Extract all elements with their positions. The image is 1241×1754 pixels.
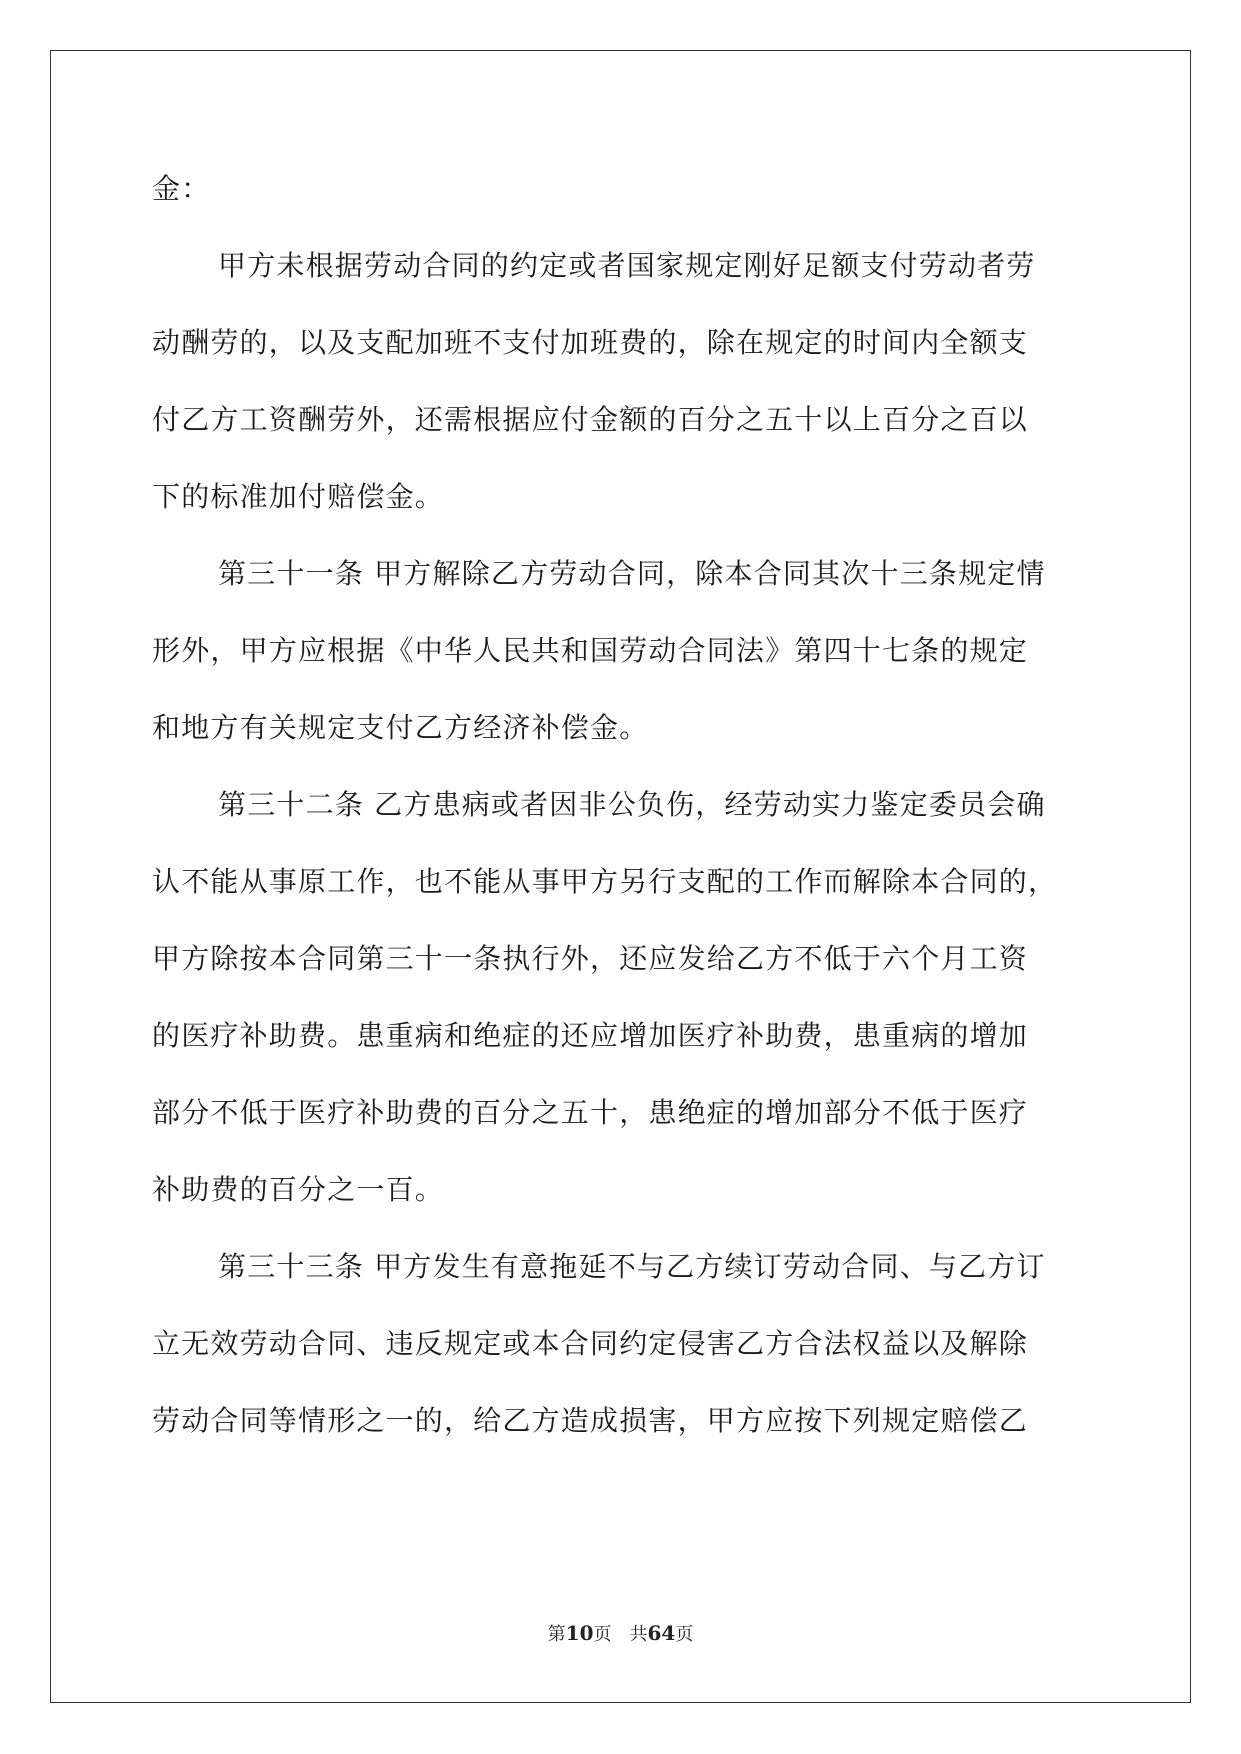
text-line: 部分不低于医疗补助费的百分之五十，患绝症的增加部分不低于医疗 (152, 1096, 1029, 1129)
text-line: 形外，甲方应根据《中华人民共和国劳动合同法》第四十七条的规定 (152, 634, 1029, 667)
footer-prefix: 第 (547, 1624, 566, 1645)
footer-page-unit: 页 (593, 1624, 612, 1645)
footer-total-unit: 页 (675, 1624, 694, 1645)
text-line: 甲方除按本合同第三十一条执行外，还应发给乙方不低于六个月工资 (152, 942, 1029, 975)
text-line: 付乙方工资酬劳外，还需根据应付金额的百分之五十以上百分之百以 (152, 403, 1029, 436)
text-line: 劳动合同等情形之一的，给乙方造成损害，甲方应按下列规定赔偿乙 (152, 1404, 1029, 1437)
text-line: 认不能从事原工作，也不能从事甲方另行支配的工作而解除本合同的， (152, 865, 1058, 898)
text-line: 补助费的百分之一百。 (152, 1173, 445, 1206)
text-line: 动酬劳的，以及支配加班不支付加班费的，除在规定的时间内全额支 (152, 326, 1029, 359)
text-line: 第三十二条 乙方患病或者因非公负伤，经劳动实力鉴定委员会确 (218, 788, 1046, 821)
text-line: 第三十三条 甲方发生有意拖延不与乙方续订劳动合同、与乙方订 (218, 1250, 1046, 1283)
footer-total-prefix: 共 (629, 1624, 648, 1645)
text-line: 金： (152, 172, 211, 205)
text-line: 下的标准加付赔偿金。 (152, 480, 445, 513)
text-line: 第三十一条 甲方解除乙方劳动合同，除本合同其次十三条规定情 (218, 557, 1046, 590)
text-line: 和地方有关规定支付乙方经济补偿金。 (152, 711, 649, 744)
page-footer (0, 1620, 1241, 1646)
document-body (152, 150, 1090, 1459)
text-line: 甲方未根据劳动合同的约定或者国家规定刚好足额支付劳动者劳 (218, 249, 1036, 282)
current-page-number: 10 (565, 1621, 594, 1645)
total-page-count: 64 (647, 1621, 676, 1645)
text-line: 立无效劳动合同、违反规定或本合同约定侵害乙方合法权益以及解除 (152, 1327, 1029, 1360)
text-line: 的医疗补助费。患重病和绝症的还应增加医疗补助费，患重病的增加 (152, 1019, 1029, 1052)
